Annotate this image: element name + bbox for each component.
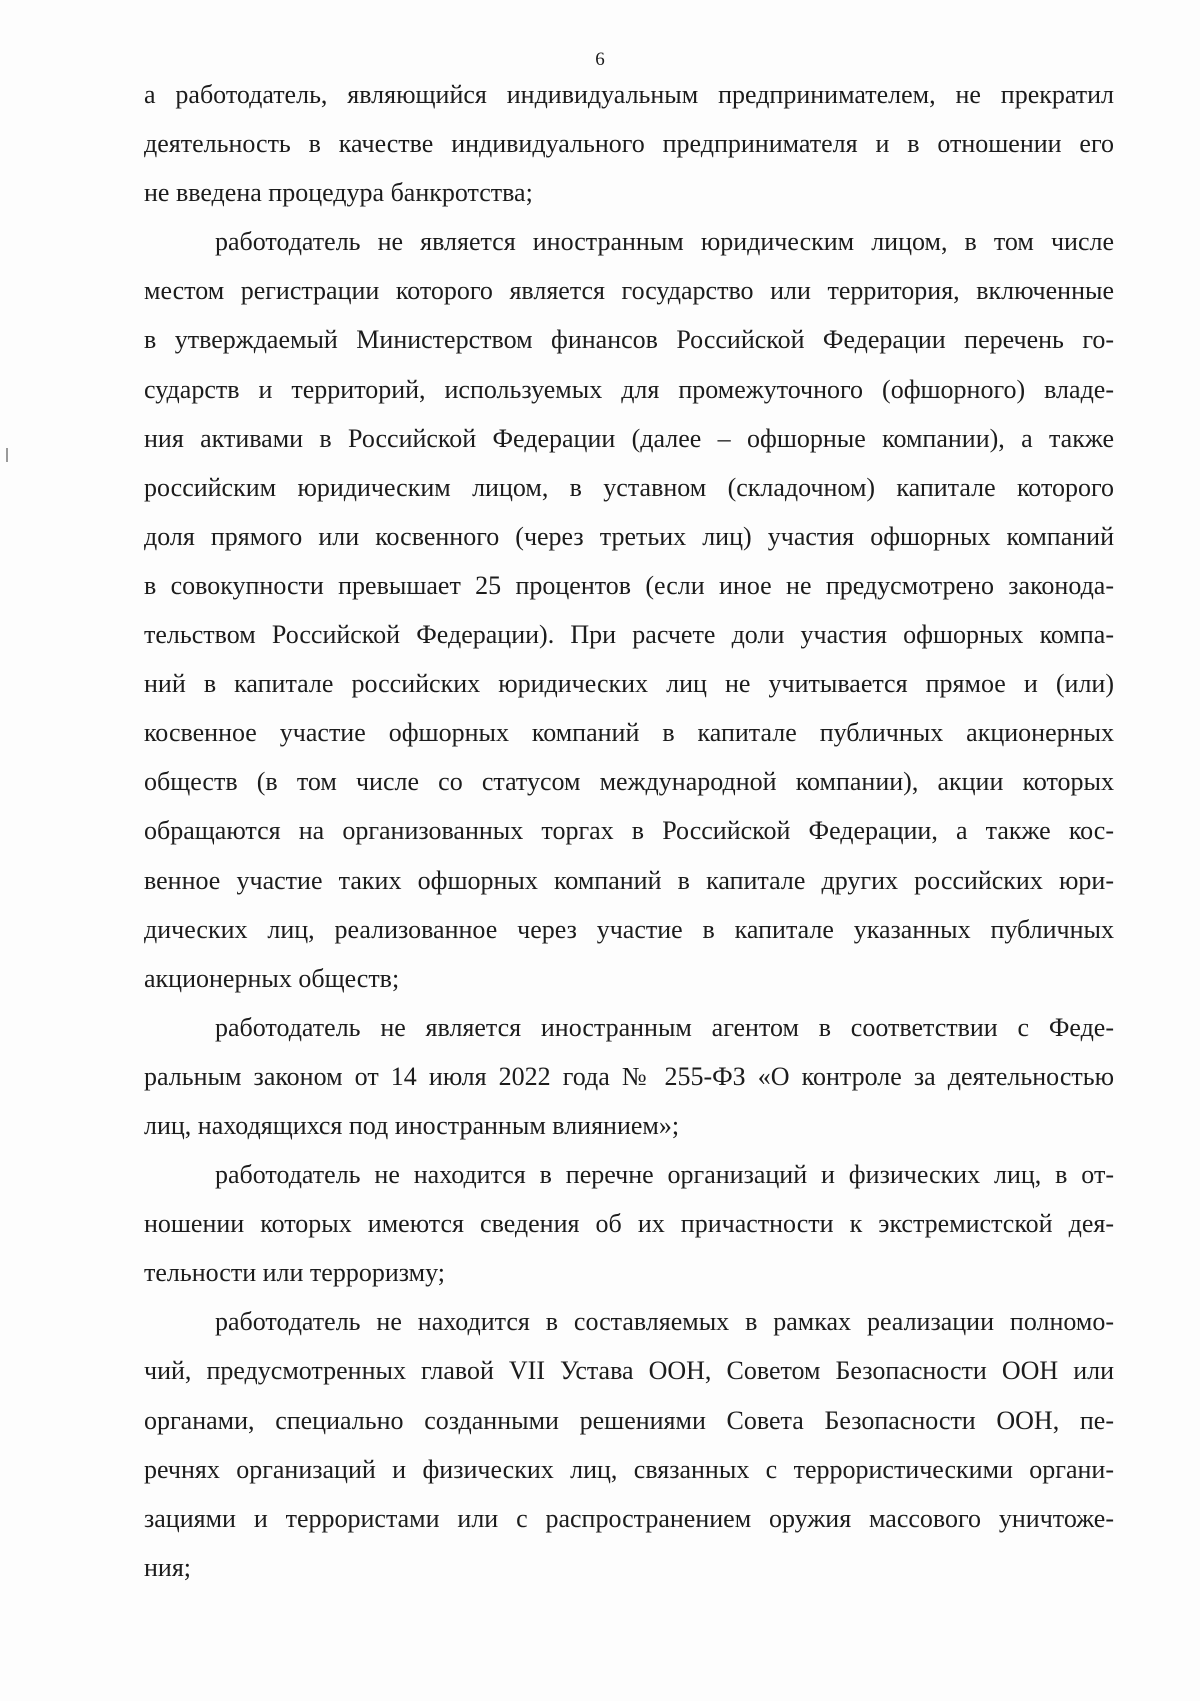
text-line: ношении которых имеются сведения об их причастности к экстремистской дея- bbox=[144, 1209, 1114, 1239]
text-line: российским юридическим лицом, в уставном (складочном) капитале которого bbox=[144, 472, 1114, 502]
text-line: в совокупности превышает 25 процентов (если иное не предусмотрено законода- bbox=[144, 570, 1114, 600]
text-line: работодатель не является иностранным агентом в соответствии с Феде- bbox=[215, 1012, 1114, 1042]
text-line: ний в капитале российских юридических лиц не учитывается прямое и (или) bbox=[144, 669, 1114, 699]
text-line: доля прямого или косвенного (через третьих лиц) участия офшорных компаний bbox=[144, 521, 1114, 551]
text-line: тельности или терроризму; bbox=[144, 1258, 445, 1288]
text-line: ния; bbox=[144, 1552, 192, 1582]
text-line: работодатель не является иностранным юридическим лицом, в том числе bbox=[215, 227, 1114, 257]
text-line: тельством Российской Федерации). При расчете доли участия офшорных компа- bbox=[144, 620, 1114, 650]
paragraph-1 bbox=[144, 70, 1114, 217]
text-line: в утверждаемый Министерством финансов Российской Федерации перечень го- bbox=[144, 325, 1114, 355]
paragraph-5 bbox=[144, 1297, 1114, 1592]
text-line: обращаются на организованных торгах в Российской Федерации, а также кос- bbox=[144, 816, 1114, 846]
text-line: не введена процедура банкротства; bbox=[144, 178, 533, 208]
text-line: зациями и террористами или с распространением оружия массового уничтоже- bbox=[144, 1503, 1114, 1533]
text-line: органами, специально созданными решениями Совета Безопасности ООН, пе- bbox=[144, 1405, 1114, 1435]
page-number: 6 bbox=[595, 49, 605, 70]
text-line: ния активами в Российской Федерации (далее – офшорные компании), а также bbox=[144, 423, 1114, 453]
text-line: дических лиц, реализованное через участие в капитале указанных публичных bbox=[144, 914, 1114, 944]
text-line: обществ (в том числе со статусом международной компании), акции которых bbox=[144, 767, 1114, 797]
text-line: работодатель не находится в перечне организаций и физических лиц, в от- bbox=[215, 1160, 1114, 1190]
text-line: а работодатель, являющийся индивидуальным предпринимателем, не прекратил bbox=[144, 80, 1114, 109]
text-line: сударств и территорий, используемых для промежуточного (офшорного) владе- bbox=[144, 374, 1114, 404]
text-line: акционерных обществ; bbox=[144, 963, 400, 993]
paragraph-4 bbox=[144, 1150, 1114, 1297]
paragraph-3 bbox=[144, 1003, 1114, 1150]
text-line: лиц, находящихся под иностранным влиянием»; bbox=[144, 1110, 680, 1140]
text-line: венное участие таких офшорных компаний в капитале других российских юри- bbox=[144, 865, 1114, 895]
text-line: косвенное участие офшорных компаний в капитале публичных акционерных bbox=[144, 718, 1114, 748]
text-line: местом регистрации которого является государство или территория, включенные bbox=[144, 276, 1114, 306]
document-body bbox=[144, 70, 1114, 1592]
text-line: речнях организаций и физических лиц, связанных с террористическими органи- bbox=[144, 1454, 1114, 1484]
text-line: работодатель не находится в составляемых в рамках реализации полномо- bbox=[215, 1307, 1114, 1337]
text-line: деятельность в качестве индивидуального предпринимателя и в отношении его bbox=[144, 129, 1114, 159]
scan-artifact-mark bbox=[6, 448, 8, 462]
text-line: ральным законом от 14 июля 2022 года № 255-ФЗ «О контроле за деятельностью bbox=[144, 1061, 1114, 1091]
paragraph-2 bbox=[144, 217, 1114, 1003]
text-line: чий, предусмотренных главой VII Устава ООН, Советом Безопасности ООН или bbox=[144, 1356, 1114, 1386]
